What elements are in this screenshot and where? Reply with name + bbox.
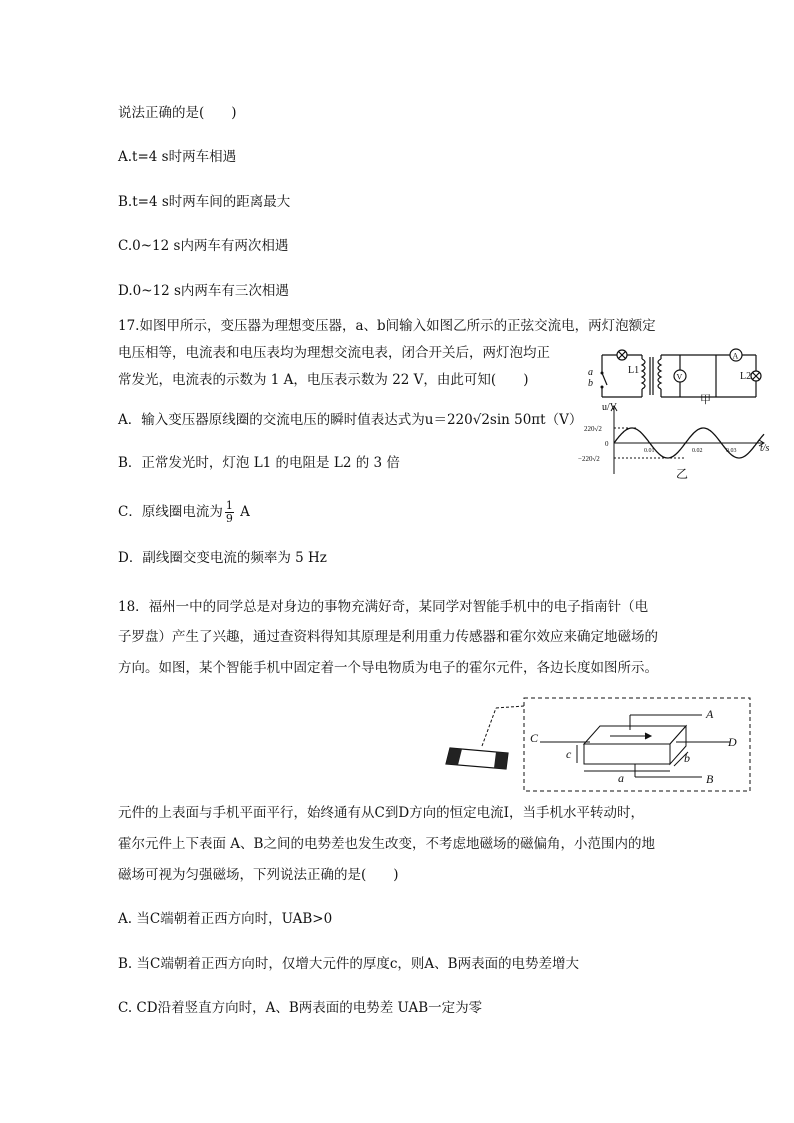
lamp-l1-label: L1 — [628, 365, 640, 376]
lamp-l2-label: L2 — [740, 371, 752, 382]
q18-option-b: B. 当C端朝着正西方向时，仅增大元件的厚度c，则A、B两表面的电势差增大 — [118, 956, 580, 972]
q16-option-c: C.0~12 s内两车有两次相遇 — [118, 238, 289, 254]
q18-stem-line-3: 方向。如图，某个智能手机中固定着一个导电物质为电子的霍尔元件，各边长度如图所示。 — [118, 660, 658, 676]
fraction: $\frac{1}{9}$ — [225, 499, 233, 525]
hall-element-figure — [440, 696, 755, 796]
y-zero-tick: 0 — [605, 440, 609, 448]
terminal-a-label: a — [588, 367, 593, 378]
q18-stem-line-2: 子罗盘）产生了兴趣，通过查资料得知其原理是利用重力传感器和霍尔效应来确定地磁场的 — [118, 629, 658, 645]
q18-option-c: C. CD沿着竖直方向时，A、B两表面的电势差 UAB一定为零 — [118, 1000, 483, 1016]
q18-option-a: A. 当C端朝着正西方向时，UAB>0 — [118, 911, 333, 927]
face-b-label: B — [706, 772, 714, 786]
figure-yi-caption: 乙 — [676, 467, 689, 481]
x-tick-1: 0.01 — [644, 448, 655, 454]
y-axis-label: u/V — [602, 402, 617, 413]
x-tick-2: 0.02 — [692, 448, 703, 454]
q17-option-c: C．原线圈电流为 $\frac{1}{9}$ A — [118, 499, 250, 525]
x-tick-3: 0.03 — [726, 448, 737, 454]
sine-wave-figure — [578, 402, 778, 484]
phone-icon — [446, 748, 508, 769]
q17-option-b: B．正常发光时，灯泡 L1 的电阻是 L2 的 3 倍 — [118, 455, 400, 471]
q17-stem-line-2: 电压相等，电流表和电压表均为理想交流电表，闭合开关后，两灯泡均正 — [118, 345, 550, 361]
figure-jia-caption: 甲 — [700, 394, 711, 405]
q18-stem2-line-3: 磁场可视为匀强磁场，下列说法正确的是( ) — [118, 867, 399, 883]
end-c-label: C — [530, 731, 539, 745]
q16-option-b: B.t=4 s时两车间的距离最大 — [118, 194, 291, 210]
q18-stem-line-1: 18．福州一中的同学总是对身边的事物充满好奇，某同学对智能手机中的电子指南针（电 — [118, 599, 649, 615]
q17-option-d: D．副线圈交变电流的频率为 5 Hz — [118, 550, 327, 566]
q17-option-a: A．输入变压器原线圈的交流电压的瞬时值表达式为u＝220√2sin 50πt（V） — [118, 412, 583, 428]
voltmeter-label: V — [676, 372, 683, 382]
q16-option-d: D.0~12 s内两车有三次相遇 — [118, 283, 289, 299]
x-axis-label: t/s — [760, 443, 770, 454]
q16-option-a: A.t=4 s时两车相遇 — [118, 149, 237, 165]
terminal-b-label: b — [588, 378, 593, 389]
face-a-label: A — [706, 707, 714, 721]
q18-stem2-line-2: 霍尔元件上下表面 A、B之间的电势差也发生改变，不考虑地磁场的磁偏角，小范围内的地 — [118, 836, 655, 852]
y-max-tick: 220√2 — [584, 425, 602, 433]
q16-stem-tail: 说法正确的是( ) — [118, 105, 237, 121]
end-d-label: D — [728, 735, 737, 749]
transformer-circuit-figure — [580, 345, 780, 405]
ammeter-label: A — [732, 351, 739, 361]
width-b-label: b — [684, 751, 690, 765]
thickness-c-label: c — [566, 747, 572, 761]
y-min-tick: −220√2 — [578, 455, 600, 463]
q18-stem2-line-1: 元件的上表面与手机平面平行，始终通有从C到D方向的恒定电流I，当手机水平转动时， — [118, 805, 644, 821]
q17-stem-line-1: 17.如图甲所示，变压器为理想变压器，a、b间输入如图乙所示的正弦交流电，两灯泡额定 — [118, 318, 656, 334]
q17-stem-line-3: 常发光，电流表的示数为 1 A，电压表示数为 22 V，由此可知( ) — [118, 372, 529, 388]
length-a-label: a — [618, 771, 624, 785]
